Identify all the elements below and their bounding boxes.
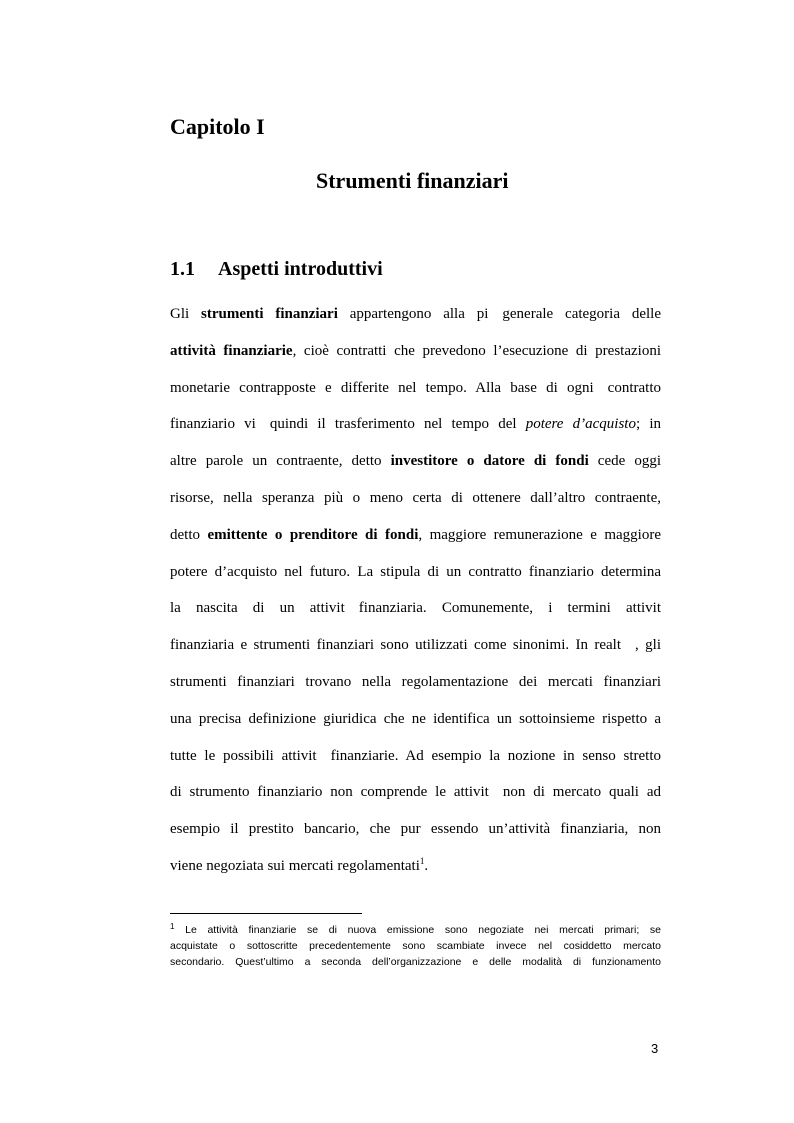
section-heading <box>170 258 383 281</box>
text-line <box>170 296 661 333</box>
text-run: cede oggi <box>588 453 661 470</box>
footnote-line <box>170 938 661 954</box>
text-run: viene negoziata sui mercati regolamentati <box>170 857 420 874</box>
text-line <box>170 333 661 370</box>
text-run: una precisa definizione giuridica che ne identifica un sottoinsieme rispetto a <box>170 710 661 727</box>
text-run: strumenti finanziari trovano nella regolamentazione dei mercati finanziari <box>170 673 661 690</box>
text-line <box>170 627 661 664</box>
text-line <box>170 664 661 701</box>
text-run: monetarie contrapposte e differite nel tempo. Alla base di ogni <box>170 379 594 396</box>
footnote-line <box>170 922 661 938</box>
bold-term: attività finanziarie <box>170 342 293 359</box>
text-run: contratto <box>607 379 661 396</box>
text-line <box>170 590 661 627</box>
text-run: finanziaria. Comunemente, i termini attivit <box>358 600 662 617</box>
text-run: non di mercato quali ad <box>502 784 661 801</box>
footnote-reference: 1 <box>419 855 425 866</box>
section-title: Aspetti introduttivi <box>218 258 383 280</box>
footnote-line <box>170 954 661 970</box>
text-run: risorse, nella speranza più o meno certa di ottenere dall’altro contraente, <box>170 489 661 506</box>
text-run: altre parole un contraente, detto <box>170 453 391 470</box>
text-run: generale categoria delle <box>502 306 661 322</box>
text-run: finanziarie. Ad esempio la nozione in senso stretto <box>330 747 661 764</box>
text-run: potere d’acquisto nel futuro. La stipula di un contratto finanziario determina <box>170 563 661 580</box>
text-run: , gli <box>635 637 661 654</box>
text-line <box>170 774 661 811</box>
text-line <box>170 517 661 554</box>
page-number: 3 <box>651 1041 659 1056</box>
text-run: , cioè contratti che prevedono l’esecuzione di prestazioni <box>292 342 661 359</box>
text-run: di strumento finanziario non comprende le attivit <box>170 784 489 801</box>
text-run: Gli <box>170 306 202 322</box>
bold-term: investitore o datore di fondi <box>390 453 589 470</box>
text-run: , maggiore remunerazione e maggiore <box>418 526 661 543</box>
text-line <box>170 480 661 517</box>
footnote <box>170 922 661 970</box>
text-line <box>170 554 661 591</box>
text-run: detto <box>170 526 208 543</box>
footnote-marker: 1 <box>170 922 175 931</box>
text-run: quindi il trasferimento nel tempo del <box>269 416 526 433</box>
text-line <box>170 406 661 443</box>
text-line <box>170 811 661 848</box>
bold-term: strumenti finanziari <box>201 306 338 322</box>
text-line <box>170 370 661 407</box>
text-run: . <box>424 857 429 874</box>
text-line <box>170 701 661 738</box>
footnote-text: acquistate o sottoscritte precedentemente sono scambiate invece nel cosiddetto mercato <box>170 940 661 952</box>
footnote-text: Le attività finanziarie se di nuova emissione sono negoziate nei mercati primari; se <box>185 924 661 936</box>
text-line <box>170 848 661 885</box>
text-run: finanziaria e strumenti finanziari sono utilizzati come sinonimi. In realt <box>170 637 622 654</box>
text-run: tutte le possibili attivit <box>170 747 317 764</box>
chapter-title: Strumenti finanziari <box>316 168 509 193</box>
footnote-text: secondario. Quest’ultimo a seconda dell’organizzazione e delle modalità di funzionamento <box>170 956 661 968</box>
text-run: la nascita di un attivit <box>170 600 345 617</box>
body-paragraph <box>170 296 661 885</box>
text-line <box>170 443 661 480</box>
section-number: 1.1 <box>170 258 195 280</box>
text-run: appartengono alla pi <box>337 306 489 322</box>
text-line <box>170 738 661 775</box>
text-run: finanziario vi <box>170 416 256 433</box>
italic-term: potere d’acquisto <box>525 416 636 433</box>
bold-term: emittente o prenditore di fondi <box>207 526 419 543</box>
text-run: ; in <box>635 416 662 433</box>
text-run: esempio il prestito bancario, che pur essendo un’attività finanziaria, non <box>170 821 661 838</box>
chapter-heading: Capitolo I <box>170 114 265 139</box>
footnote-separator <box>170 913 362 914</box>
